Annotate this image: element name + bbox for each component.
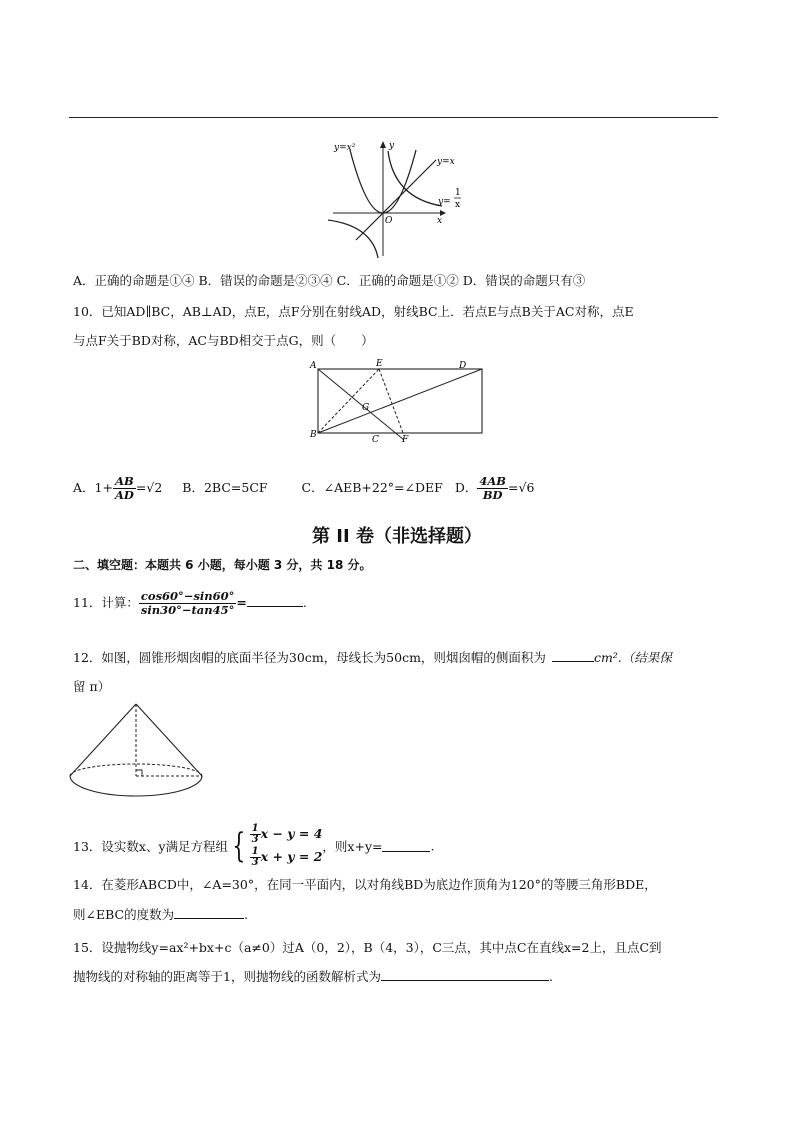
eq1-denominator: 3: [251, 834, 259, 845]
q12-line1: [73, 648, 672, 666]
label-y-x: y=x: [437, 157, 455, 167]
label-e: E: [376, 359, 383, 369]
q15-text: 抛物线的对称轴的距离等于1，则抛物线的函数解析式为: [73, 969, 381, 984]
q11-answer-blank[interactable]: [247, 595, 303, 607]
q14-line2: [73, 905, 248, 923]
q15-line1: 15．设抛物线y=ax²+bx+c（a≠0）过A（0，2），B（4，3），C三点，其中点C在直线x=2上，且点C到: [73, 940, 662, 955]
label-x-axis: x: [437, 216, 443, 226]
label-one: 1: [455, 188, 461, 198]
q11-prefix: 11．计算：: [73, 595, 139, 610]
q13-prefix: 13．设实数x、y满足方程组: [73, 839, 229, 854]
q10-options: [73, 475, 534, 502]
label-b: B: [310, 430, 317, 440]
q10-line1: 10．已知AD∥BC，AB⊥AD，点E，点F分别在射线AD，射线BC上．若点E与点B关于AC对称，点E: [73, 304, 634, 319]
q9-graph-figure: [328, 136, 463, 260]
q10-option-b: B．2BC=5CF: [182, 480, 268, 495]
q13-post: ，则x+y=: [322, 839, 383, 854]
q10-option-a-denominator: AD: [114, 488, 134, 502]
q13: [73, 824, 434, 868]
cone-figure: [68, 700, 204, 802]
q11-denominator: sin30°−tan45°: [140, 603, 235, 617]
q11-fraction: [139, 590, 237, 617]
q15-answer-blank[interactable]: [381, 969, 549, 981]
q10-option-a-suffix: =√2: [135, 480, 163, 495]
q11: [73, 590, 307, 617]
label-d: D: [459, 361, 467, 371]
q14-end: .: [244, 907, 249, 922]
line-be-dashed: [318, 369, 379, 433]
q10-option-a-numerator: AB: [113, 475, 136, 489]
q15-end: .: [548, 969, 553, 984]
label-y-axis: y: [389, 141, 395, 151]
label-c: C: [372, 435, 379, 445]
header-rule: [69, 117, 718, 118]
label-x-denominator: x: [455, 200, 461, 210]
section-intro: 二、填空题：本题共 6 小题，每小题 3 分，共 18 分。: [73, 558, 372, 572]
q10-option-d-denominator: BD: [482, 488, 503, 502]
q10-option-d-prefix: D．: [454, 480, 478, 495]
q12-text: 12．如图，圆锥形烟囱帽的底面半径为30cm，母线长为50cm，则烟囱帽的侧面积为: [73, 650, 546, 665]
equation-system: [250, 824, 323, 868]
system-brace: {: [232, 826, 246, 866]
q10-option-c: C．∠AEB+22°=∠DEF: [301, 480, 443, 495]
q12-line2: 留 π）: [73, 679, 111, 694]
q11-end: .: [302, 595, 307, 610]
label-f: F: [402, 435, 409, 445]
label-y-1-over-x: y=: [438, 197, 451, 207]
eq1-rest: x − y = 4: [260, 826, 323, 841]
q10-option-a-prefix: A．1+: [73, 480, 113, 495]
q10-figure: [306, 356, 488, 446]
hyperbola-curve-q1: [388, 151, 442, 206]
q14-text: 则∠EBC的度数为: [73, 907, 175, 922]
right-angle-mark: [136, 770, 142, 776]
q14-answer-blank[interactable]: [174, 907, 244, 919]
section-title: 第 II 卷（非选择题）: [312, 526, 482, 547]
q14-line1: 14．在菱形ABCD中，∠A=30°，在同一平面内，以对角线BD为底边作顶角为120°的等腰三角形BDE，: [73, 877, 657, 892]
q10-line2: 与点F关于BD对称，AC与BD相交于点G，则（ ）: [73, 333, 374, 348]
equation-2: [250, 847, 323, 868]
eq2-denominator: 3: [251, 857, 259, 868]
eq2-rest: x + y = 2: [260, 849, 323, 864]
label-a: A: [310, 361, 317, 371]
q10-option-d-suffix: =√6: [508, 480, 535, 495]
line-bd: [318, 369, 482, 433]
q12-answer-blank[interactable]: [552, 650, 594, 662]
q11-numerator: cos60°−sin60°: [140, 589, 235, 603]
cone-base-front: [70, 776, 202, 796]
y-axis-arrow: [380, 141, 386, 148]
label-origin: O: [385, 216, 393, 226]
eq1-numerator: 1: [251, 823, 259, 834]
q11-equals: =: [236, 595, 247, 610]
q10-option-d-fraction: [477, 475, 508, 502]
label-y-x2: y=x²: [334, 143, 356, 153]
equation-1: [250, 824, 323, 845]
q15-line2: [73, 967, 553, 985]
eq1-fraction: [250, 824, 261, 845]
q13-end: .: [430, 838, 435, 854]
q10-option-a-fraction: [113, 475, 136, 502]
eq2-fraction: [250, 847, 261, 868]
q12-unit: cm².（结果保: [593, 650, 672, 665]
q9-options: A．正确的命题是①④ B．错误的命题是②③④ C．正确的命题是①② D．错误的命题只有③: [73, 273, 586, 288]
q10-option-d-numerator: 4AB: [479, 474, 506, 488]
label-g: G: [362, 403, 370, 413]
eq2-numerator: 1: [251, 846, 259, 857]
q13-answer-blank[interactable]: [382, 840, 430, 852]
